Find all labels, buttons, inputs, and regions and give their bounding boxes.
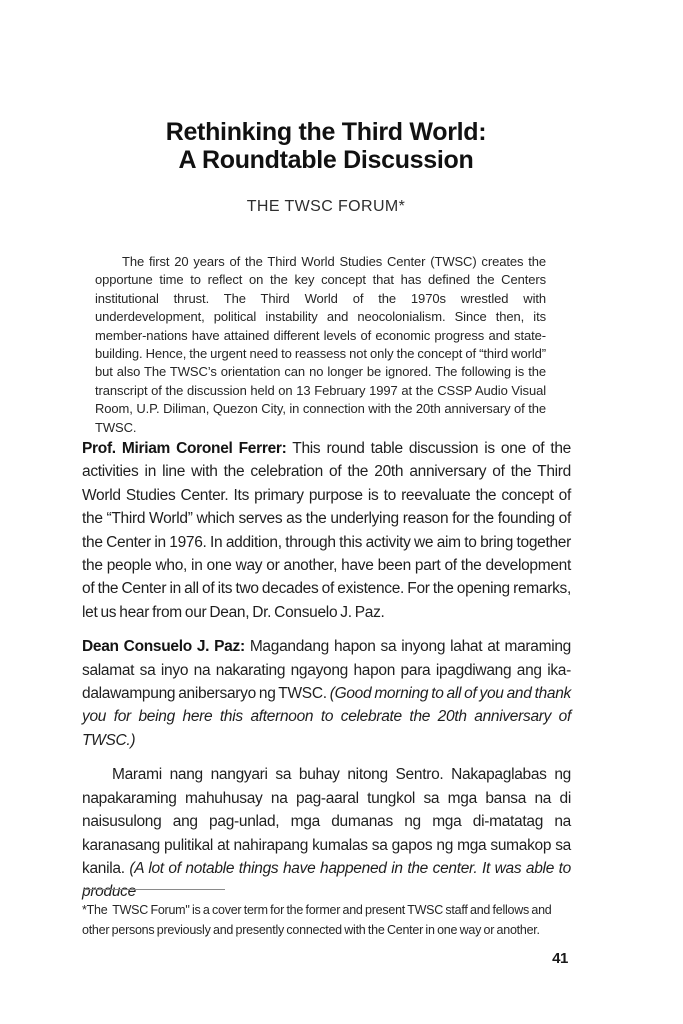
title-line-1: Rethinking the Third World: [165,118,487,146]
paragraph-marami-text: Marami nang nangyari sa buhay nitong Sentro. Nakapaglabas ng napakaraming mahuhusay na pag-aaral tungkol sa mga bansa na di naisusulong ang pag-unlad, mga dumanas ng mga di-matatag na karanasang pulitikal at nahirapang kumalas sa gapos ng mga sumakop sa kanila. [82,766,571,877]
speaker-name-ferrer: Prof. Miriam Coronel Ferrer: [82,440,287,457]
paragraph-paz [82,635,571,752]
paragraph-paz-translation: (Good morning to all of you and thank you for being here this afternoon to celebrate the 20th anniversary of TWSC.) [82,685,571,749]
paragraph-ferrer [82,437,571,624]
paragraph-marami-translation: (A lot of notable things have happened in the center. It was able to produce [82,859,571,901]
footnote-text: *The TWSC Forum" is a cover term for the former and present TWSC staff and fellows and other persons previously and presently connected with the Center in one way or another. [82,903,552,937]
paragraph-ferrer-text: This round table discussion is one of the activities in line with the celebration of the 20th anniversary of the Third World Studies Center. Its primary purpose is to reevaluate the concept of the “Third World” which serves as the underlying reason for the founding of the Center in 1976. In addition, through this activity we aim to bring together the people who, in one way or another, have been part of the development of the Center in all of its two decades of existence. For the opening remarks, let us hear from our Dean, Dr. Consuelo J. Paz. [82,440,572,621]
page-title [82,118,570,174]
paragraph-marami [82,763,571,903]
body-text [82,437,571,915]
paragraph-paz-text: Magandang hapon sa inyong lahat at maraming salamat sa inyo na nakarating ngayong hapon para ipagdiwang ang ika-dalawampung anibersaryo ng TWSC. [82,638,571,703]
page-number: 41 [552,950,568,967]
speaker-name-paz: Dean Consuelo J. Paz: [82,638,245,656]
abstract-paragraph: The first 20 years of the Third World Studies Center (TWSC) creates the opportune time to reflect on the key concept that has defined the Centers institutional thrust. The Third World of the 1970s wrestled with underdevelopment, political instability and neocolonialism. Since then, its member-nations have attained different levels of economic progress and state-building. Hence, the urgent need to reassess not only the concept of “third world” but also The TWSC’s orientation can no longer be ignored. The following is the transcript of the discussion held on 13 February 1997 at the CSSP Audio Visual Room, U.P. Diliman, Quezon City, in connection with the 20th anniversary of the TWSC. [95,254,546,435]
subtitle: THE TWSC FORUM* [246,198,406,215]
footnote-divider [83,889,225,890]
title-line-2: A Roundtable Discussion [178,146,474,174]
